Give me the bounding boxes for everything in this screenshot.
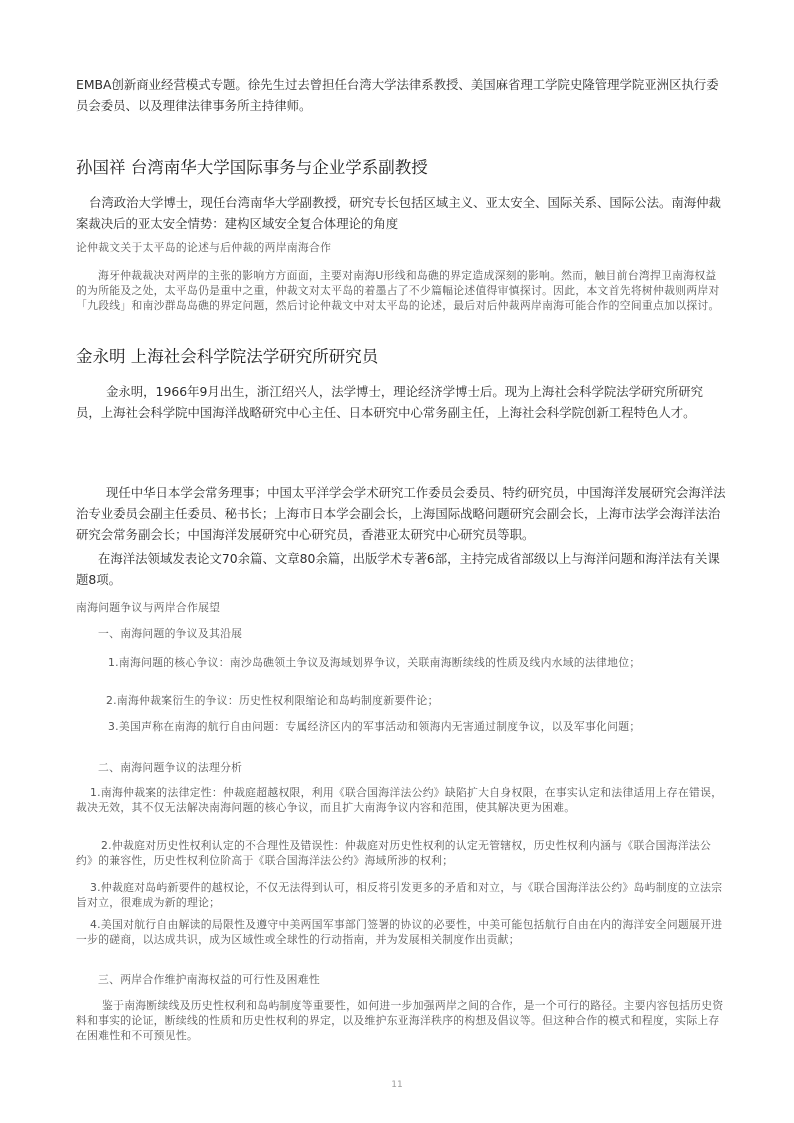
jin-bio-1: 金永明，1966年9月出生，浙江绍兴人，法学博士，理论经济学博士后。现为上海社会科学院法学研究所研究员，上海社会科学院中国海洋战略研究中心主任、日本研究中心常务副主任，上海社会科学院创新工程特色人才。 — [76, 384, 703, 420]
jin-heading: 金永明 上海社会科学院法学研究所研究员 — [76, 347, 379, 366]
outline-s2-point-3: 3.仲裁庭对岛屿新要件的越权论，不仅无法得到认可，相反将引发更多的矛盾和对立，与《联合国海洋法公约》岛屿制度的立法宗旨对立，很难成为新的理论； — [76, 881, 723, 909]
outline-s1-point-2: 2.南海仲裁案衍生的争议：历史性权利限缩论和岛屿制度新要件论； — [106, 694, 439, 707]
sun-bio: 台湾政治大学博士，现任台湾南华大学副教授，研究专长包括区域主义、亚太安全、国际关系、国际公法。南海仲裁案裁决后的亚太安全情势：建构区域安全复合体理论的角度 — [76, 195, 721, 231]
jin-bio-2: 现任中华日本学会常务理事；中国太平洋学会学术研究工作委员会委员、特约研究员，中国海洋发展研究会海洋法治专业委员会副主任委员、秘书长；上海市日本学会副会长，上海国际战略问题研究会副会长，上海市法学会海洋法治研究会常务副会长；中国海洋发展研究中心研究员，香港亚太研究中心研究员等职。 — [76, 485, 726, 542]
outline-section-1: 一、南海问题的争议及其沿展 — [98, 627, 243, 640]
outline-s2-point-1: 1.南海仲裁案的法律定性：仲裁庭超越权限，利用《联合国海洋法公约》缺陷扩大自身权限，在事实认定和法律适用上存在错误，裁决无效，其不仅无法解决南海问题的核心争议，而且扩大南海争议内容和范围，使其解决更为困难。 — [76, 786, 723, 814]
jin-topic: 南海问题争议与两岸合作展望 — [76, 601, 221, 614]
outline-s2-point-2: 2.仲裁庭对历史性权利认定的不合理性及错误性：仲裁庭对历史性权利的认定无管辖权，历史性权利内涵与《联合国海洋法公约》的兼容性，历史性权利位阶高于《联合国海洋法公约》海域所涉的权利； — [76, 839, 712, 867]
outline-section-3: 三、两岸合作维护南海权益的可行性及困难性 — [98, 973, 320, 986]
sun-heading: 孙国祥 台湾南华大学国际事务与企业学系副教授 — [76, 158, 428, 177]
outline-s2-point-4: 4.美国对航行自由解读的局限性及遵守中美两国军事部门签署的协议的必要性，中美可能包括航行自由在内的海洋安全问题展开进一步的磋商，以达成共识，成为区域性或全球性的行动指南，并为发展相关制度作出贡献； — [76, 918, 723, 946]
outline-section-2: 二、南海问题争议的法理分析 — [98, 761, 243, 774]
intro-paragraph: EMBA创新商业经营模式专题。徐先生过去曾担任台湾大学法律系教授、美国麻省理工学院史隆管理学院亚洲区执行委员会委员、以及理律法律事务所主持律师。 — [76, 77, 719, 113]
outline-s1-point-3: 3.美国声称在南海的航行自由问题：专属经济区内的军事活动和领海内无害通过制度争议，以及军事化问题； — [108, 720, 641, 733]
outline-s1-point-1: 1.南海问题的核心争议：南沙岛礁领土争议及海域划界争议，关联南海断续线的性质及线内水域的法律地位； — [108, 656, 641, 669]
sun-topic: 论仲裁文关于太平岛的论述与后仲裁的两岸南海合作 — [76, 241, 332, 254]
sun-abstract: 海牙仲裁裁决对两岸的主张的影响方方面面，主要对南海U形线和岛礁的界定造成深刻的影响。然而，触目前台湾捍卫南海权益的为所能及之处，太平岛仍是重中之重，仲裁文对太平岛的着墨占了不少篇幅论述值得审慎探讨。因此，本文首先将树仲裁则两岸对「九段线」和南沙群岛岛礁的界定问题，然后讨论仲裁文中对太平岛的论述，最后对后仲裁两岸南海可能合作的空间重点加以探讨。 — [76, 269, 720, 312]
outline-s3-point-1: 鉴于南海断续线及历史性权利和岛屿制度等重要性，如何进一步加强两岸之间的合作，是一个可行的路径。主要内容包括历史资料和事实的论证，断续线的性质和历史性权利的界定，以及维护东亚海洋秩序的构想及倡议等。但这种合作的模式和程度，实际上存在困难性和不可预见性。 — [76, 999, 724, 1042]
page-number: 11 — [391, 1080, 403, 1090]
jin-bio-3: 在海洋法领域发表论文70余篇、文章80余篇，出版学术专著6部，主持完成省部级以上与海洋问题和海洋法有关课题8项。 — [76, 551, 720, 587]
